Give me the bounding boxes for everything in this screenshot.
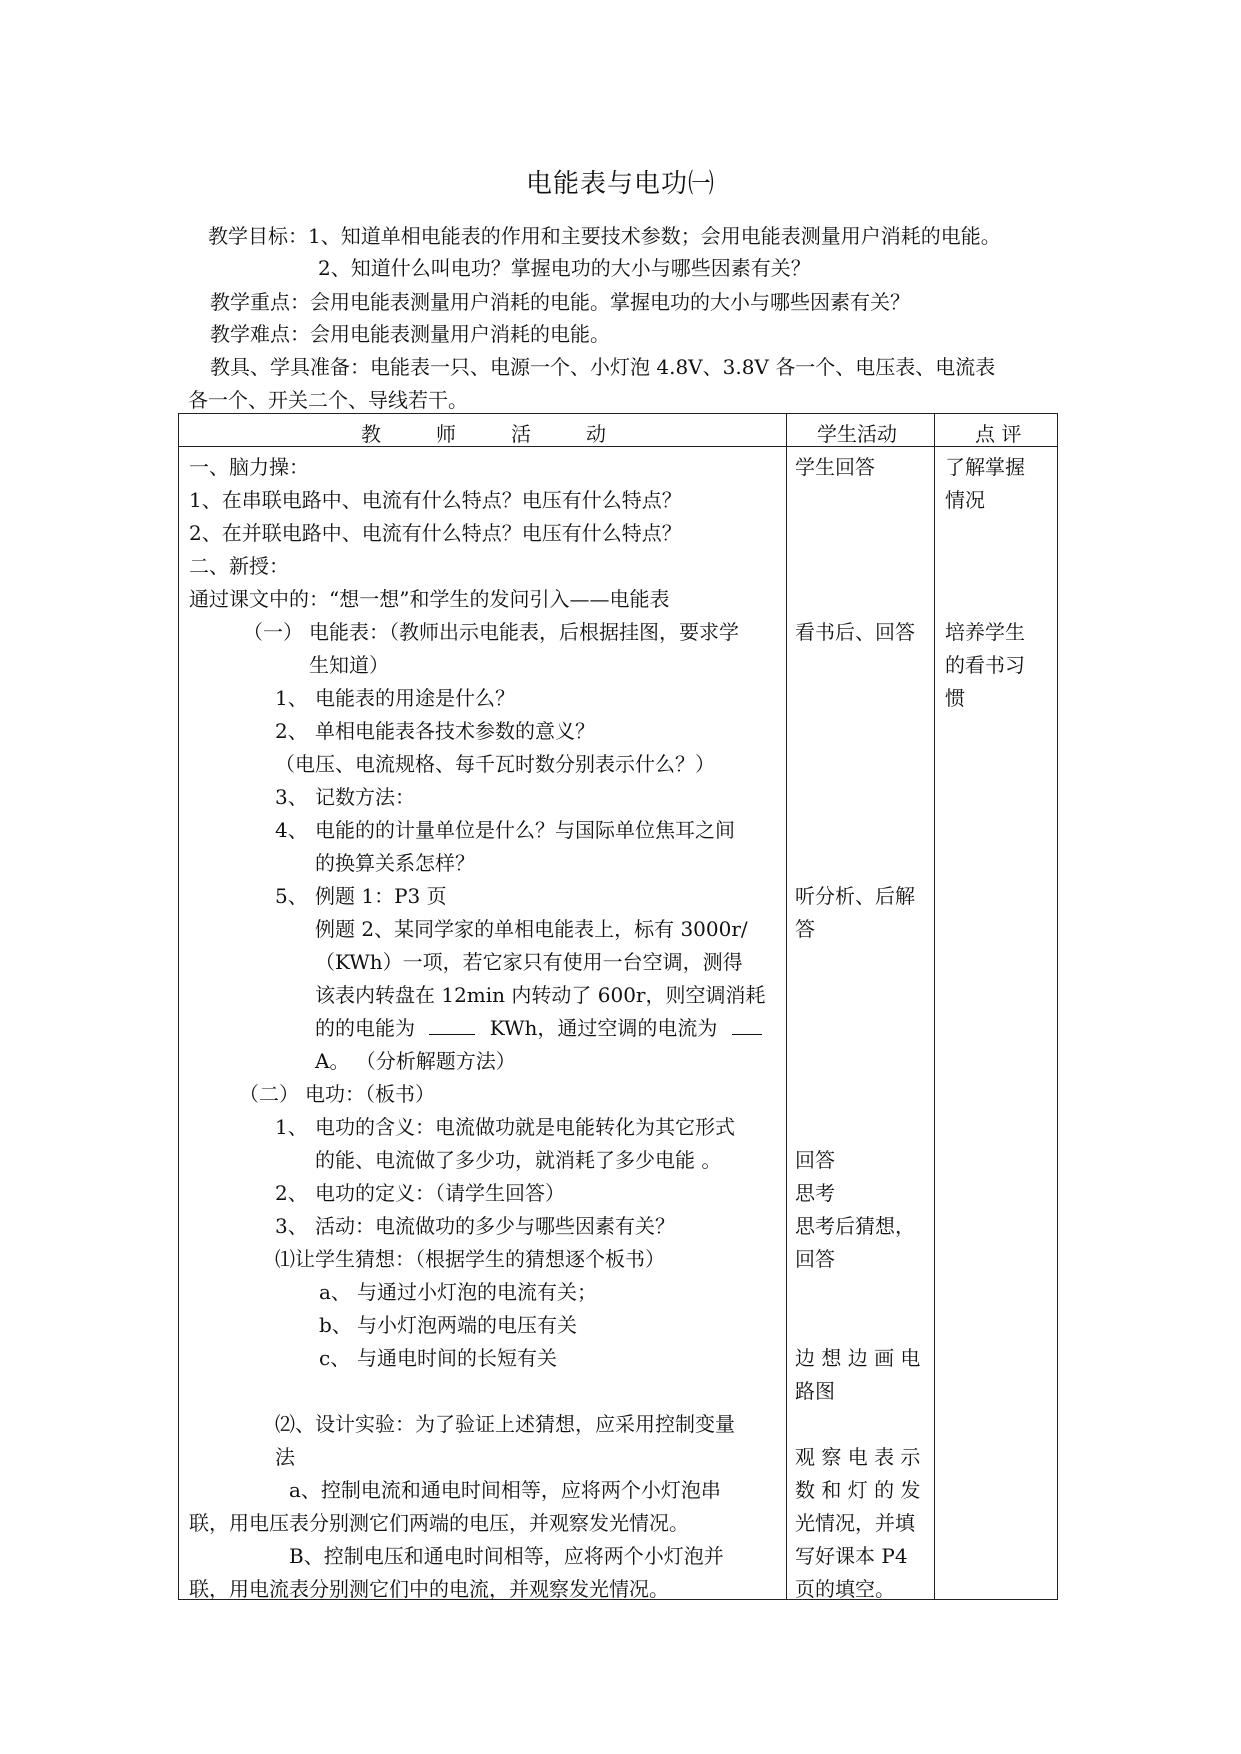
- header-student-activity: 学生活动: [817, 422, 897, 446]
- teacher-line: 1、在串联电路中、电流有什么特点？电压有什么特点？: [189, 488, 682, 512]
- comment-line: 培养学生: [945, 620, 1025, 644]
- teacher-line: 例题 2、某同学家的单相电能表上，标有 3000r/: [315, 917, 748, 941]
- teacher-line-number: 5、: [275, 884, 308, 908]
- teaching-focus: 教学重点：会用电能表测量用户消耗的电能。掌握电功的大小与哪些因素有关？: [210, 290, 910, 314]
- header-teacher-char: 动: [586, 422, 606, 446]
- page-title: 电能表与电功㈠: [525, 169, 715, 199]
- student-line: 页的填空。: [795, 1577, 895, 1601]
- teacher-line: 与通电时间的长短有关: [357, 1346, 557, 1370]
- comment-line: 了解掌握: [945, 455, 1025, 479]
- student-line: 写好课本 P4: [795, 1544, 908, 1568]
- teacher-line: 的能、电流做了多少功，就消耗了多少电能 。: [315, 1148, 722, 1172]
- teacher-line: 生知道）: [309, 653, 389, 677]
- equipment-line-1: 教具、学具准备：电能表一只、电源一个、小灯泡 4.8V、3.8V 各一个、电压表、电流表: [210, 355, 996, 379]
- comment-line: 情况: [945, 488, 985, 512]
- teacher-line: B、控制电压和通电时间相等，应将两个小灯泡并: [289, 1544, 724, 1568]
- teacher-line-number: 2、: [275, 1181, 308, 1205]
- teacher-line: 电能表：（教师出示电能表，后根据挂图，要求学: [309, 620, 739, 644]
- teacher-line: ⑵、设计实验：为了验证上述猜想，应采用控制变量: [275, 1412, 735, 1436]
- answer-blank-current: [732, 1016, 762, 1035]
- column-divider: [786, 414, 787, 1599]
- answer-blank-energy: [429, 1016, 475, 1035]
- teacher-line: 二、新授：: [189, 554, 289, 578]
- teaching-goal-2: 2、知道什么叫电功？掌握电功的大小与哪些因素有关？: [318, 256, 811, 280]
- teacher-line: a、控制电流和通电时间相等，应将两个小灯泡串: [289, 1478, 721, 1502]
- student-line: 学生回答: [795, 455, 875, 479]
- teacher-line: 活动：电流做功的多少与哪些因素有关？: [315, 1214, 675, 1238]
- student-line: 观 察 电 表 示: [795, 1445, 921, 1469]
- teacher-line: 的换算关系怎样？: [315, 851, 475, 875]
- teacher-line: 电功：（板书）: [305, 1082, 435, 1106]
- student-line: 听分析、后解: [795, 884, 915, 908]
- teacher-line-number: c、: [319, 1346, 351, 1370]
- teacher-line: 通过课文中的：“想一想”和学生的发问引入——电能表: [189, 587, 670, 611]
- student-line: 看书后、回答: [795, 620, 915, 644]
- teacher-line: 记数方法：: [315, 785, 415, 809]
- teacher-line-number: 3、: [275, 785, 308, 809]
- header-teacher-char: 活: [511, 422, 531, 446]
- equipment-line-2: 各一个、开关二个、导线若干。: [188, 388, 468, 412]
- student-line: 路图: [795, 1379, 835, 1403]
- teacher-line-number: （一）: [243, 620, 303, 644]
- teacher-line: [315, 1015, 762, 1041]
- teacher-line: 2、在并联电路中、电流有什么特点？电压有什么特点？: [189, 521, 682, 545]
- student-line: 思考后猜想，: [795, 1214, 915, 1238]
- teacher-line: 电能表的用途是什么？: [315, 686, 515, 710]
- teacher-line: （电压、电流规格、每千瓦时数分别表示什么？）: [275, 752, 715, 776]
- teacher-line: 单相电能表各技术参数的意义？: [315, 719, 595, 743]
- example-text: 的的电能为: [315, 1016, 415, 1040]
- teacher-line-number: （二）: [239, 1082, 299, 1106]
- teacher-line-number: 1、: [275, 1115, 308, 1139]
- student-line: 思考: [795, 1181, 835, 1205]
- example-text: KWh，通过空调的电流为: [489, 1016, 718, 1040]
- teacher-line: 联，用电压表分别测它们两端的电压，并观察发光情况。: [189, 1511, 689, 1535]
- teacher-line-number: b、: [319, 1313, 352, 1337]
- teaching-difficulty: 教学难点：会用电能表测量用户消耗的电能。: [210, 322, 610, 346]
- teacher-line: （KWh）一项，若它家只有使用一台空调，测得: [315, 950, 743, 974]
- student-line: 答: [795, 917, 815, 941]
- column-divider: [934, 414, 935, 1599]
- teacher-line-number: 3、: [275, 1214, 308, 1238]
- teacher-line: 电功的定义：（请学生回答）: [315, 1181, 565, 1205]
- student-line: 光情况，并填: [795, 1511, 915, 1535]
- teacher-line: ⑴让学生猜想：（根据学生的猜想逐个板书）: [275, 1247, 665, 1271]
- header-teacher-char: 教: [361, 422, 381, 446]
- teacher-line: 电能的的计量单位是什么？与国际单位焦耳之间: [315, 818, 735, 842]
- teacher-line-number: 2、: [275, 719, 308, 743]
- teacher-line: 法: [275, 1445, 295, 1469]
- student-line: 边 想 边 画 电: [795, 1346, 921, 1370]
- teacher-line: 该表内转盘在 12min 内转动了 600r，则空调消耗: [315, 983, 766, 1007]
- teaching-goal-1: 教学目标：1、知道单相电能表的作用和主要技术参数；会用电能表测量用户消耗的电能。: [208, 224, 1001, 248]
- student-line: 回答: [795, 1148, 835, 1172]
- table-header-row: [179, 414, 1057, 447]
- teacher-line: 电功的含义：电流做功就是电能转化为其它形式: [315, 1115, 735, 1139]
- teacher-line-number: 1、: [275, 686, 308, 710]
- teacher-line-number: 4、: [275, 818, 308, 842]
- teacher-line: 联，用电流表分别测它们中的电流，并观察发光情况。: [189, 1577, 669, 1601]
- comment-line: 惯: [945, 686, 965, 710]
- student-line: 数 和 灯 的 发: [795, 1478, 921, 1502]
- teacher-line-number: a、: [319, 1280, 351, 1304]
- teacher-line: A。 （分析解题方法）: [315, 1049, 516, 1073]
- lesson-table: [178, 413, 1058, 1600]
- header-teacher-char: 师: [436, 422, 456, 446]
- teacher-line: 例题 1：P3 页: [315, 884, 447, 908]
- student-line: 回答: [795, 1247, 835, 1271]
- teacher-line: 与小灯泡两端的电压有关: [357, 1313, 577, 1337]
- comment-line: 的看书习: [945, 653, 1025, 677]
- teacher-line: 与通过小灯泡的电流有关；: [357, 1280, 597, 1304]
- teacher-line: 一、脑力操：: [189, 455, 309, 479]
- header-comment: 点 评: [975, 422, 1022, 446]
